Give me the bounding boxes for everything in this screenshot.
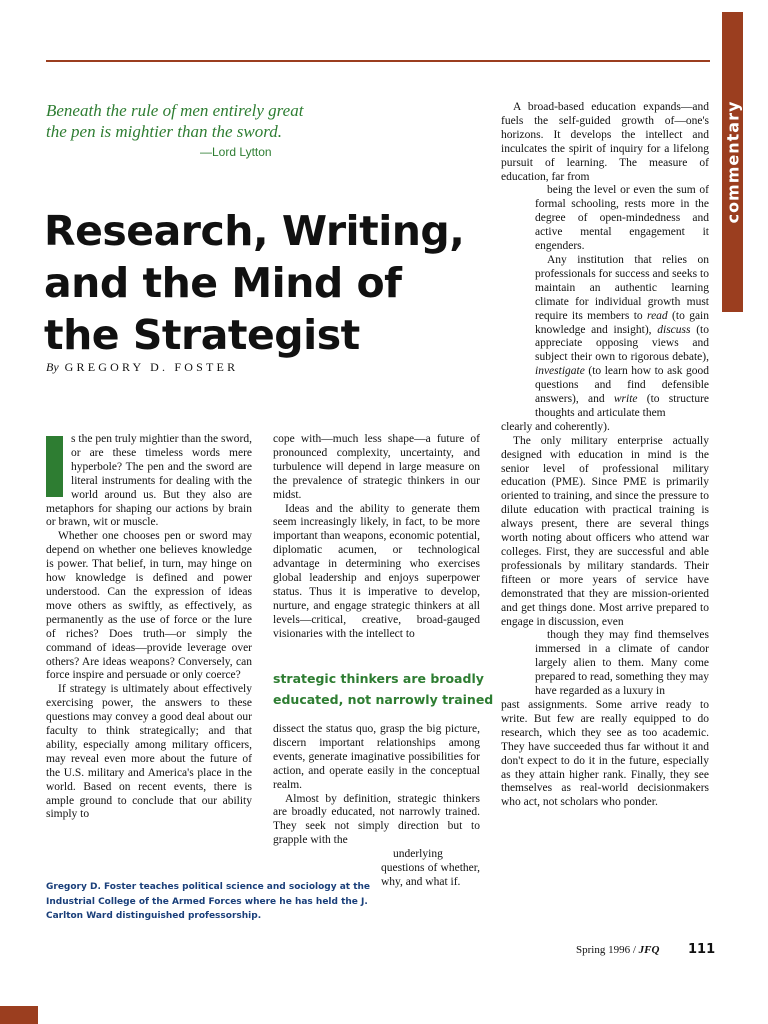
column-3 bbox=[501, 101, 709, 810]
col3-p2-part-2: (to gain knowledge and insight), bbox=[535, 309, 710, 336]
pull-quote-line-1: strategic thinkers are broadly bbox=[273, 671, 484, 686]
col3-p3-text-a: The only military enterprise actually designed with education in mind is the senior level of professional military education (PME). Since PME is primarily oriented to training, and since the pressure to dilute education with practical training is always present, there are several things worth noting about officers who attend war colleges. First, they are successful and able professionals by military standards. Their fifteen or more years of service have demonstrated that they are mission-oriented and get things done. Most arrive prepared to engage in discussion, even bbox=[501, 434, 709, 628]
byline-author: GREGORY D. FOSTER bbox=[64, 360, 239, 374]
epigraph-line-1: Beneath the rule of men entirely great bbox=[46, 101, 304, 120]
col2-paragraph-2: Ideas and the ability to generate them seem increasingly likely, in fact, to be more important than weapons, economic potential, diplomatic acumen, or technological advantage in determining who exercises global leadership and enjoys superpower status. Thus it is imperative to develop, nurture, and engage strategic thinkers at all levels—critical, creative, broad-gauged visionaries with the intellect to bbox=[273, 502, 480, 640]
col3-p2-part-3: (to appreciate opposing views and subject their own to rigorous debate), bbox=[535, 323, 710, 364]
col3-paragraph-1 bbox=[501, 101, 709, 254]
drop-cap-bar bbox=[46, 436, 63, 497]
page-number: 111 bbox=[688, 942, 716, 957]
title-line-2: and the Mind of bbox=[44, 259, 402, 307]
col3-p2-part-1: Any institution that relies on professionals for success and seeks to maintain an authentic learning climate for individual growth must require its members to bbox=[535, 253, 709, 322]
epigraph-line-2: the pen is mightier than the sword. bbox=[46, 122, 282, 141]
col2-p4-text-a: Almost by definition, strategic thinkers are broadly educated, not narrowly trained. They seek not simply direction but to grapple with the bbox=[273, 792, 480, 847]
col1-paragraph-2: Whether one chooses pen or sword may depend on whether one believes knowledge is power. That belief, in turn, may hinge on how knowledge is defined and power understood. Can the expression of ideas move others as swiftly, as effectively, as permanently as the use of force or the lure of riches? Does truth—or simply the command of ideas—provide leverage over others? Are ideas weapons? Conversely, can force inspire and persuade or only coerce? bbox=[46, 530, 252, 682]
col3-word-write: write bbox=[613, 393, 638, 406]
footer-journal: JFQ bbox=[638, 944, 660, 956]
col3-word-investigate: investigate bbox=[535, 365, 585, 378]
col1-paragraph-1 bbox=[46, 433, 252, 530]
article-title bbox=[44, 205, 524, 361]
pull-quote-line-2: educated, not narrowly trained bbox=[273, 692, 494, 707]
col1-paragraph-3: If strategy is ultimately about effectively exercising power, the answers to these questions may convey a good deal about our faculty to think strategically; and that ability, especially among military officers, may reveal even more about the future of the U.S. military and America's place in the world. Based on recent events, there is ample ground to conclude that our ability simply to bbox=[46, 683, 252, 821]
col1-p1-text: s the pen truly mightier than the sword, or are these timeless words mere hyperbole? The pen and the sword are literal instruments for dealing with the world around us. But they also are metaphors for shaping our actions by brain or brawn, wit or muscle. bbox=[46, 433, 252, 529]
col3-p3-text-c: past assignments. Some arrive ready to write. But few are really equipped to do research, which they see as too academic. They have succeeded thus far without it and don't expect to do it in the future, especially as they attain higher rank. Finally, they see themselves as real-world decisionmakers who act, not scholars who ponder. bbox=[501, 698, 709, 809]
col2-paragraph-1: cope with—much less shape—a future of pronounced complexity, uncertainty, and turbulence will depend in large measure on the prevalence of strategic thinkers in our midst. bbox=[273, 433, 480, 501]
title-line-1: Research, Writing, bbox=[44, 207, 465, 255]
pull-quote bbox=[273, 668, 505, 710]
col3-paragraph-2-end: clearly and coherently). bbox=[501, 420, 610, 433]
column-1 bbox=[46, 433, 252, 822]
footer-issue bbox=[576, 944, 659, 956]
section-tab-label: commentary bbox=[723, 100, 742, 224]
epigraph-attribution: —Lord Lytton bbox=[200, 145, 272, 159]
col2-p4-text-b: underlying questions of whether, why, and what if. bbox=[381, 848, 480, 888]
column-2-bottom bbox=[273, 723, 480, 890]
byline-by: By bbox=[46, 360, 59, 374]
byline bbox=[46, 360, 238, 375]
title-line-3: the Strategist bbox=[44, 311, 360, 359]
col2-paragraph-4 bbox=[273, 793, 480, 890]
col3-paragraph-3 bbox=[501, 435, 709, 810]
col3-word-read: read bbox=[647, 309, 668, 322]
col3-p1-text-a: A broad-based education expands—and fuels the self-guided growth of—one's horizons. It develops the intellect and inculcates the spirit of inquiry for a lifelong pursuit of learning. The measure of education, far from bbox=[501, 101, 709, 183]
col3-p2-part-4: (to learn how to ask good questions and find defensible answers), and bbox=[535, 365, 709, 406]
footer-issue-text: Spring 1996 / bbox=[576, 944, 639, 956]
section-tab bbox=[722, 12, 743, 312]
top-rule bbox=[46, 60, 710, 62]
col3-paragraph-2 bbox=[501, 254, 709, 421]
col3-p2-part-5: (to structure thoughts and articulate them bbox=[535, 393, 709, 419]
col2-paragraph-3: dissect the status quo, grasp the big picture, discern important relationships among events, generate imaginative possibilities for action, and operate easily in the conceptual realm. bbox=[273, 723, 480, 791]
col3-p1-text-b: being the level or even the sum of formal schooling, rests more in the degree of open-mindedness and active mental engagement it engenders. bbox=[535, 184, 709, 253]
col3-p3-text-b: though they may find themselves immersed in a climate of candor largely alien to them. Many come prepared to read, something they may have regarded as a luxury in bbox=[535, 629, 709, 698]
corner-marker bbox=[0, 1006, 38, 1024]
column-2-top bbox=[273, 433, 480, 642]
epigraph bbox=[46, 100, 366, 142]
author-bio: Gregory D. Foster teaches political science and sociology at the Industrial College of the Armed Forces where he has held the J. Carlton Ward distinguished professorship. bbox=[46, 882, 371, 921]
col3-word-discuss: discuss bbox=[657, 323, 691, 336]
